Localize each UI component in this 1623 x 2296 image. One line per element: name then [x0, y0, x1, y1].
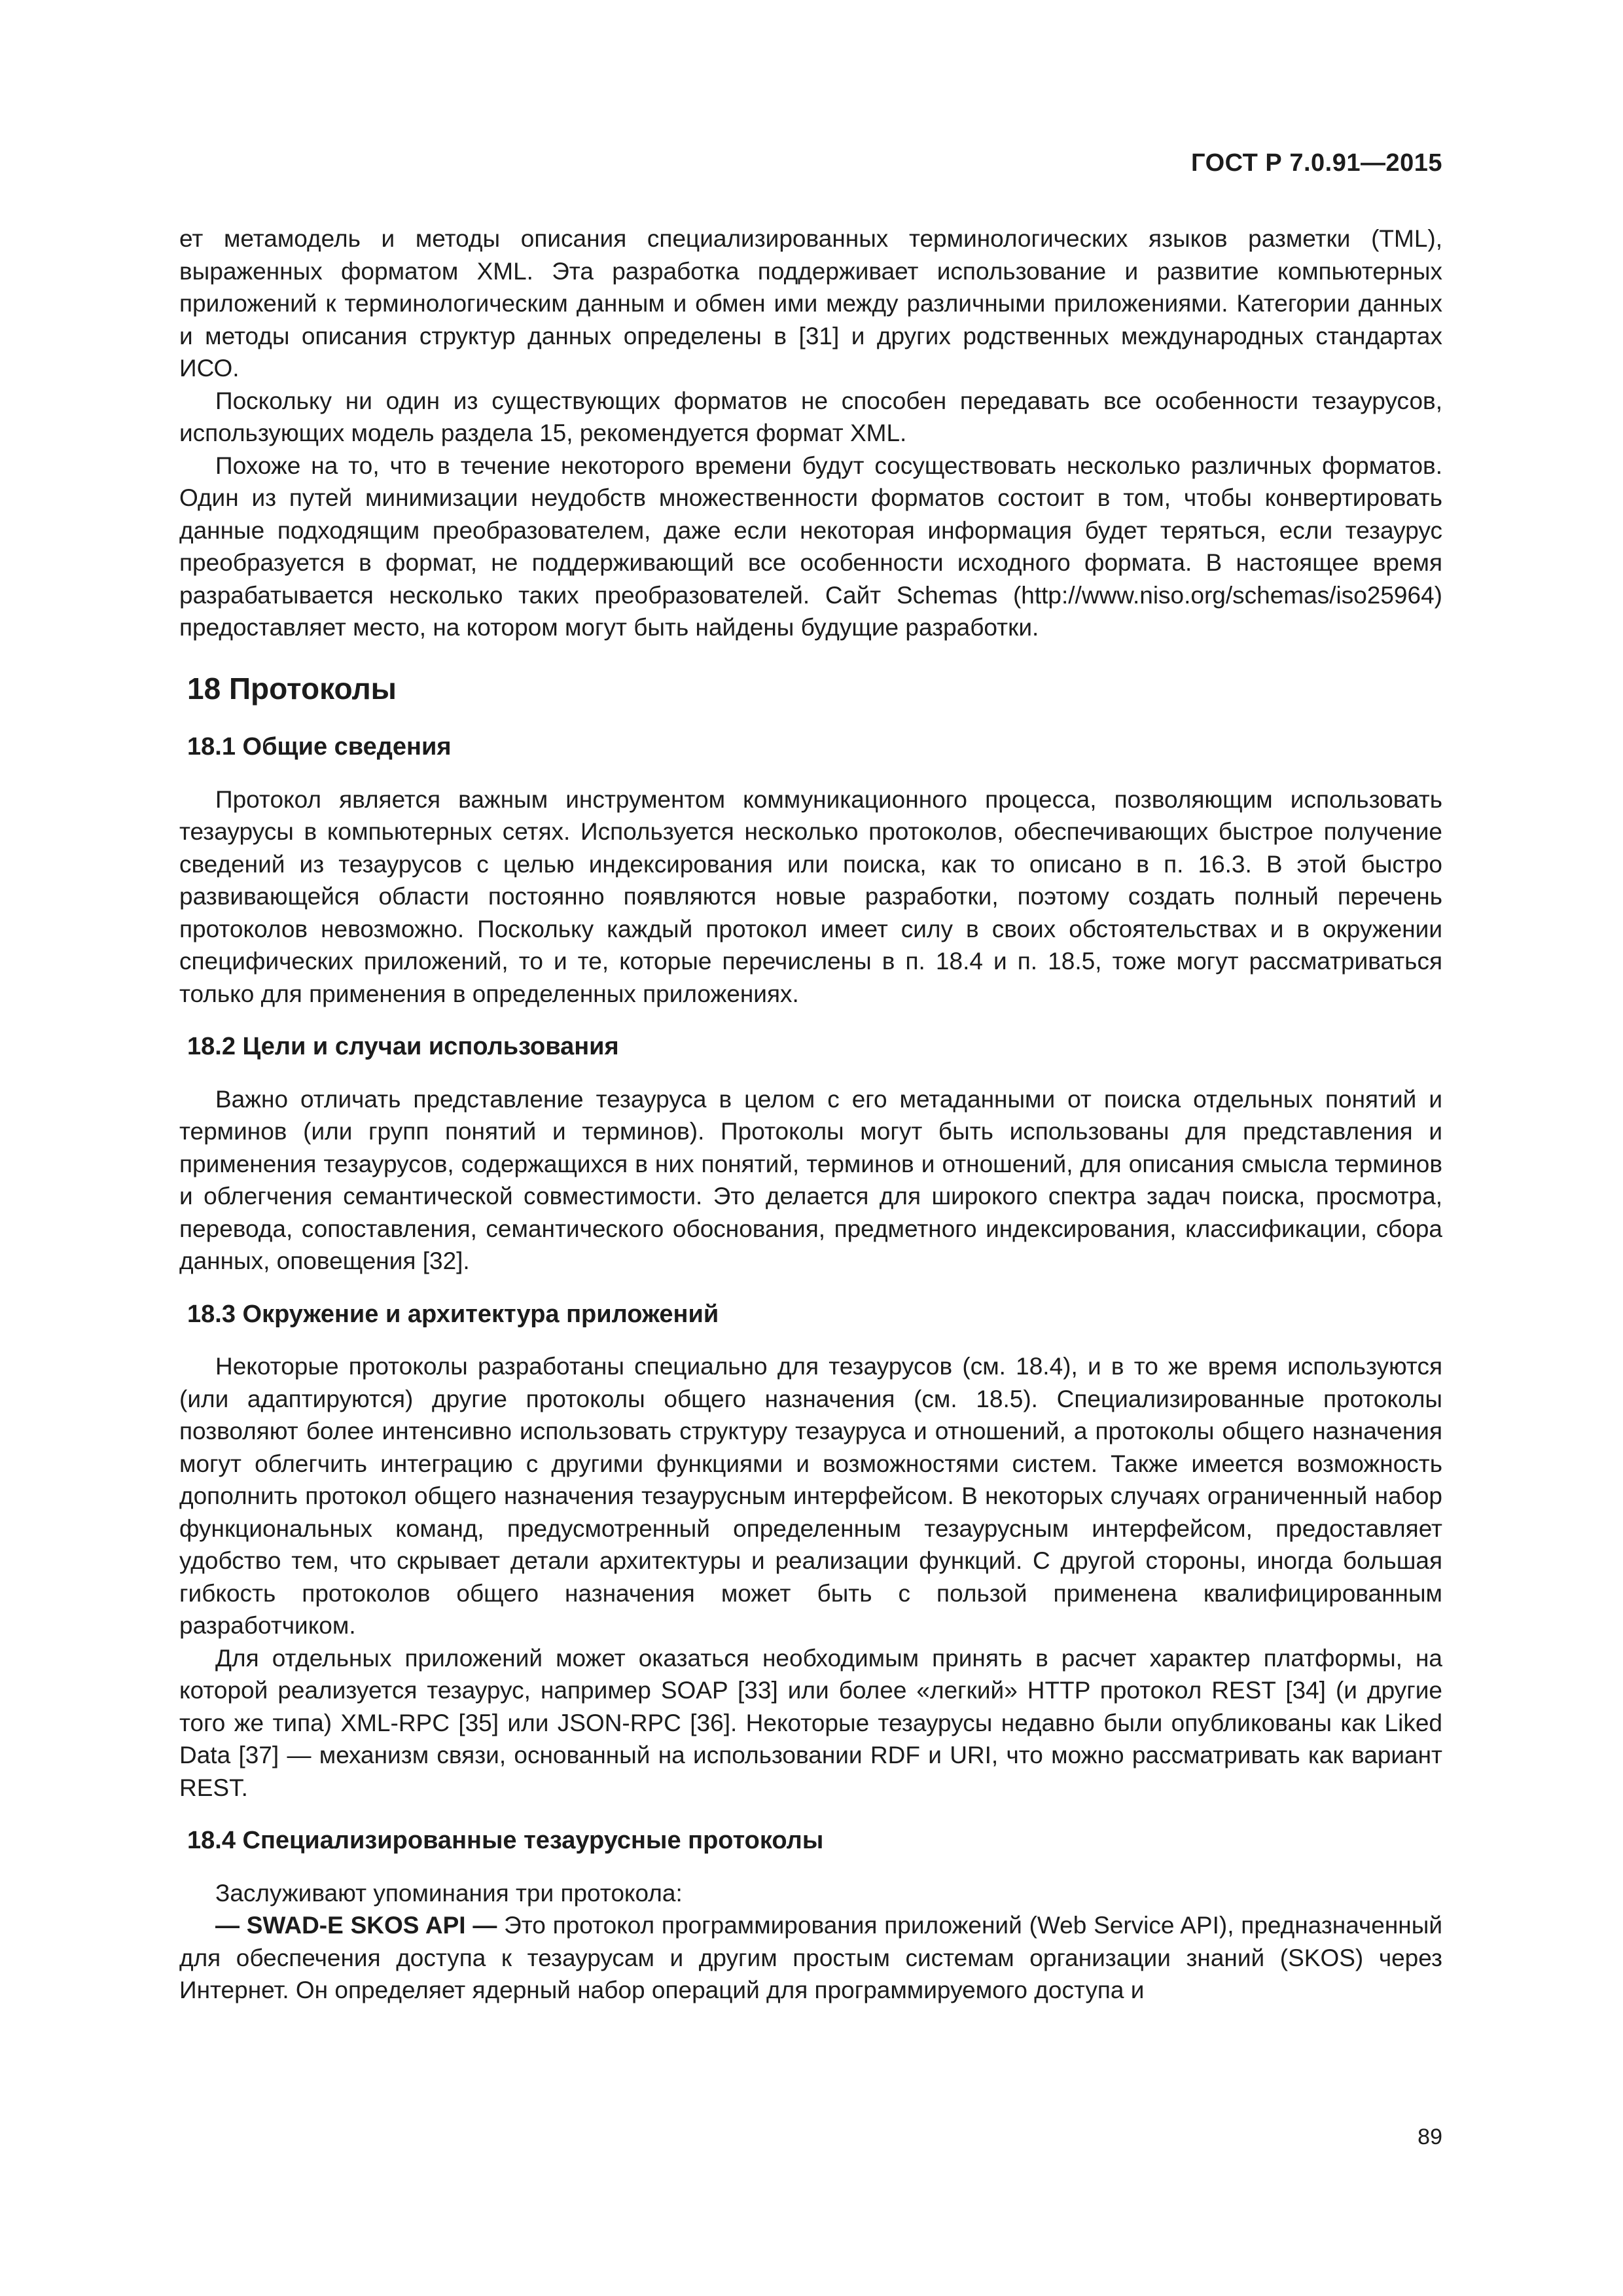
- section-heading: 18 Протоколы: [187, 671, 397, 706]
- body-paragraph: Заслуживают упоминания три протокола:: [215, 1879, 683, 1907]
- list-item: [179, 1909, 1442, 2007]
- intro-paragraph: Поскольку ни один из существующих форматов не способен передавать все особенности тезаурусов, использующих модель раздела 15, рекомендуется формат XML.: [179, 387, 1442, 446]
- body-paragraph: Некоторые протоколы разработаны специально для тезаурусов (см. 18.4), и в то же время используются (или адаптируются) другие протоколы общего назначения (см. 18.5). Специализированные протоколы позволяют более интенсивно использовать структуру тезауруса и отношений, а протоколы общего назначения могут облегчить интеграцию с другими функциями и возможностями систем. Также имеется возможность дополнить протокол общего назначения тезаурусным интерфейсом. В некоторых случаях ограниченный набор функциональных команд, предусмотренный определенным тезаурусным интерфейсом, предоставляет удобство тем, что скрывает детали архитектуры и реализации функций. С другой стороны, иногда большая гибкость протоколов общего назначения может быть с пользой применена квалифицированным разработчиком.: [179, 1353, 1442, 1639]
- page-number: 89: [1418, 2125, 1442, 2149]
- subsection-heading: 18.3 Окружение и архитектура приложений: [187, 1300, 719, 1328]
- document-code-header: ГОСТ Р 7.0.91—2015: [1191, 149, 1442, 177]
- body-paragraph: Протокол является важным инструментом коммуникационного процесса, позволяющим использовать тезаурусы в компьютерных сетях. Используется несколько протоколов, обеспечивающих быстрое получение сведений из тезаурусов с целью индексирования или поиска, как то описано в п. 16.3. В этой быстро развивающейся области постоянно появляются новые разработки, поэтому создать полный перечень протоколов невозможно. Поскольку каждый протокол имеет силу в своих обстоятельствах и в окружении специфических приложений, то и те, которые перечислены в п. 18.4 и п. 18.5, тоже могут рассматриваться только для применения в определенных приложениях.: [179, 785, 1442, 1007]
- body-paragraph: Для отдельных приложений может оказаться необходимым принять в расчет характер платформы, на которой реализуется тезаурус, например SOAP [33] или более «легкий» HTTP протокол REST [34] (и другие того же типа) XML-RPC [35] или JSON-RPC [36]. Некоторые тезаурусы недавно были опубликованы как Liked Data [37] — механизм связи, основанный на использовании RDF и URI, что можно рассматривать как вариант REST.: [179, 1644, 1442, 1801]
- subsection-heading: 18.1 Общие сведения: [187, 733, 452, 761]
- body-paragraph: Важно отличать представление тезауруса в целом с его метаданными от поиска отдельных понятий и терминов (или групп понятий и терминов). Протоколы могут быть использованы для представления и применения тезаурусов, содержащихся в них понятий, терминов и отношений, для описания смысла терминов и облегчения семантической совместимости. Это делается для широкого спектра задач поиска, просмотра, перевода, сопоставления, семантического обоснования, предметного индексирования, классификации, сбора данных, оповещения [32].: [179, 1085, 1442, 1274]
- page-body: [179, 223, 1442, 2007]
- intro-paragraph: ет метамодель и методы описания специализированных терминологических языков разметки (TML), выраженных форматом XML. Эта разработка поддерживает использование и развитие компьютерных приложений к терминологическим данным и обмен ими между различными приложениями. Категории данных и методы описания структур данных определены в [31] и других родственных международных стандартах ИСО.: [179, 225, 1442, 382]
- list-item-label: — SWAD-E SKOS API —: [215, 1912, 497, 1939]
- subsection-heading: 18.4 Специализированные тезаурусные протоколы: [187, 1827, 824, 1854]
- subsection-heading: 18.2 Цели и случаи использования: [187, 1033, 619, 1060]
- list-item-text: Это протокол программирования приложений (Web Service API), предназначенный для обеспечения доступа к тезаурусам и другим простым системам организации знаний (SKOS) через Интернет. Он определяет ядерный набор операций для программируемого доступа и: [179, 1912, 1442, 2003]
- intro-paragraph: Похоже на то, что в течение некоторого времени будут сосуществовать несколько различных форматов. Один из путей минимизации неудобств множественности форматов состоит в том, чтобы конвертировать данные подходящим преобразователем, даже если некоторая информация будет теряться, если тезаурус преобразуется в формат, не поддерживающий все особенности исходного формата. В настоящее время разрабатывается несколько таких преобразователей. Сайт Schemas (http://www.niso.org/schemas/iso25964) предоставляет место, на котором могут быть найдены будущие разработки.: [179, 452, 1442, 641]
